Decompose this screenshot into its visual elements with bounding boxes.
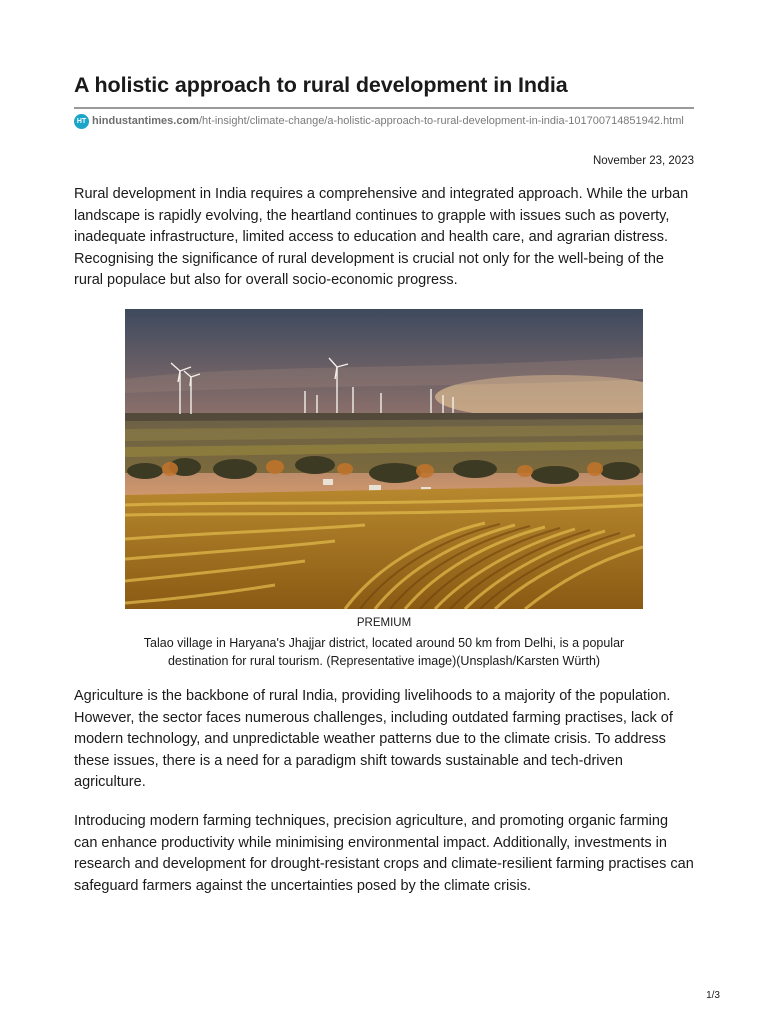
article-photo xyxy=(125,309,643,609)
paragraph-3: Introducing modern farming techniques, precision agriculture, and promoting organic farming can enhance productivity while minimising environmental impact. Additionally, investments in research and development for drought-resistant crops and climate-resilient farming practises can safeguard farmers against the uncertainties posed by the climate crisis. xyxy=(74,813,694,894)
image-caption: Talao village in Haryana's Jhajjar district, located around 50 km from Delhi, is a popular destination for rural tourism. (Representative image)(Unsplash/Karsten Würth) xyxy=(143,636,625,668)
source-url[interactable] xyxy=(74,114,694,129)
premium-badge: PREMIUM xyxy=(356,617,412,629)
headline-divider xyxy=(74,107,694,109)
source-domain[interactable]: hindustantimes.com xyxy=(92,115,199,127)
paragraph-1: Rural development in India requires a comprehensive and integrated approach. While the urban landscape is rapidly evolving, the heartland continues to grapple with issues such as poverty, inadequate infrastructure, limited access to education and health care, and agrarian distress. Recognising the significance of rural development is crucial not only for the well-being of the rural populace but also for overall socio-economic progress. xyxy=(74,186,689,289)
landscape-photo-illustration xyxy=(125,309,643,609)
paragraph-2: Agriculture is the backbone of rural India, providing livelihoods to a majority of the population. However, the sector faces numerous challenges, including outdated farming practises, lack of modern technology, and unpredictable weather patterns due to the climate crisis. To address these issues, there is a need for a paradigm shift towards sustainable and tech-driven agriculture. xyxy=(74,688,673,791)
source-path[interactable]: /ht-insight/climate-change/a-holistic-approach-to-rural-development-in-india-101700714851942.html xyxy=(198,115,684,127)
article-headline: A holistic approach to rural development in India xyxy=(74,73,568,97)
hindustan-times-logo-icon: HT xyxy=(74,114,89,129)
page-number: 1/3 xyxy=(706,990,720,1001)
publish-date: November 23, 2023 xyxy=(592,155,694,167)
